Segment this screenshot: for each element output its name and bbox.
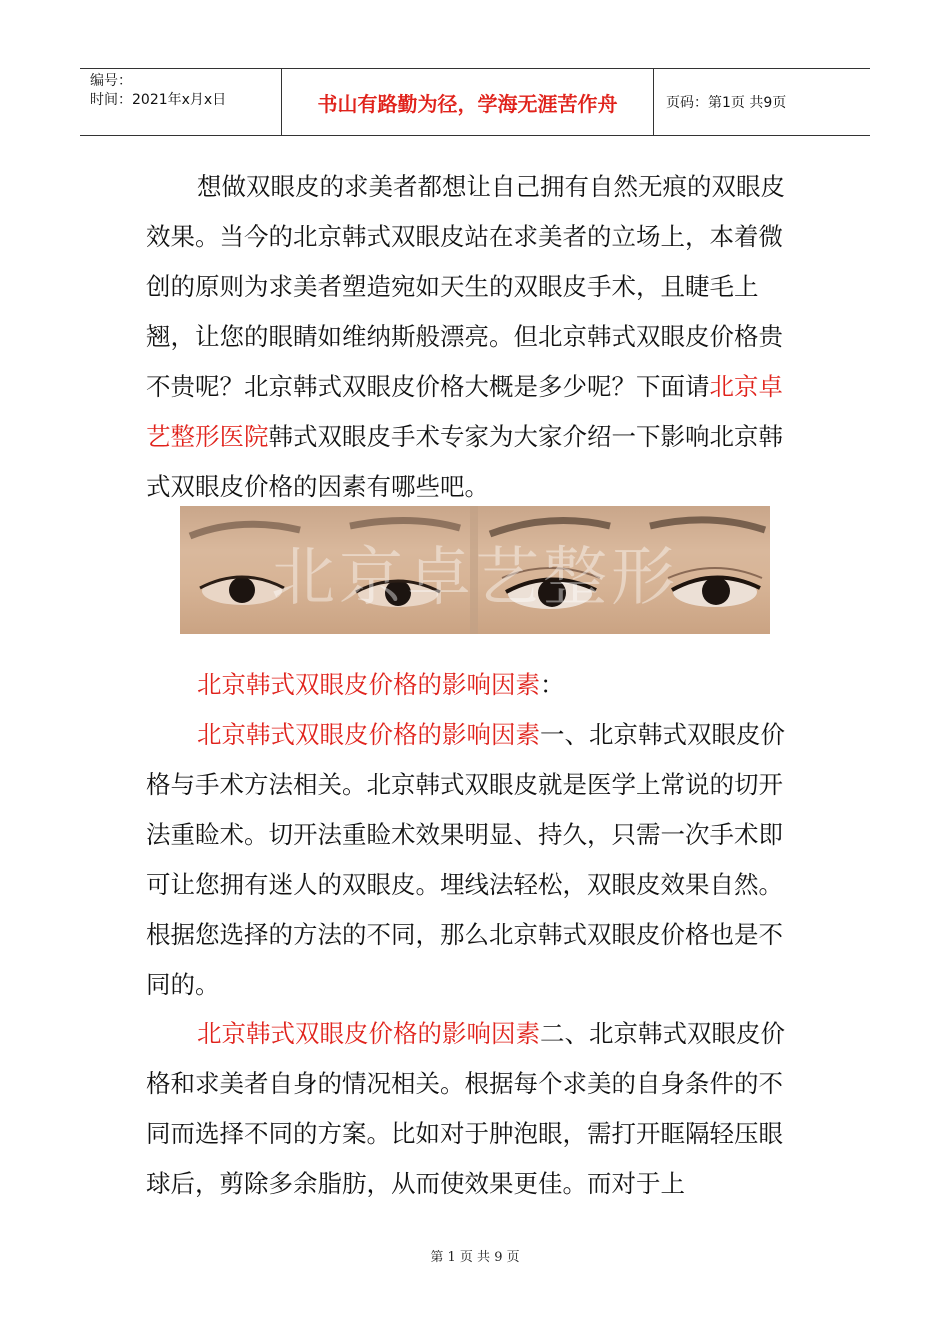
page-header — [80, 68, 870, 136]
section-heading-text: 北京韩式双眼皮价格的影响因素 — [197, 670, 540, 699]
document-number-label: 编号： — [90, 73, 132, 89]
header-meta — [80, 69, 282, 135]
intro-text-end: 韩式双眼皮手术专家为大家介绍一下影响北京韩式双眼皮价格的因素有哪些吧。 — [146, 422, 783, 501]
factor-two-paragraph — [146, 1009, 806, 1209]
document-date-label: 时间：2021年x月x日 — [90, 92, 227, 108]
section-heading-colon: ： — [540, 670, 565, 699]
photo-watermark: 北京卓艺整形 — [271, 541, 679, 615]
section-heading — [146, 660, 806, 710]
header-motto: 书山有路勤为径，学海无涯苦作舟 — [282, 69, 654, 135]
eye-comparison-photo — [180, 506, 770, 634]
header-page-number: 页码：第1页 共9页 — [666, 95, 787, 111]
factor-one-paragraph — [146, 710, 806, 1010]
factor-one-lead: 北京韩式双眼皮价格的影响因素 — [197, 720, 540, 749]
intro-paragraph — [146, 162, 806, 512]
factor-two-text: 二、北京韩式双眼皮价格和求美者自身的情况相关。根据每个求美的自身条件的不同而选择不同的方案。比如对于肿泡眼，需打开眶隔轻压眼球后，剪除多余脂肪，从而使效果更佳。而对于上 — [146, 1019, 785, 1198]
hospital-link[interactable]: 北京卓艺整形医院 — [146, 372, 783, 451]
factor-two-lead: 北京韩式双眼皮价格的影响因素 — [197, 1019, 540, 1048]
page-footer: 第 1 页 共 9 页 — [430, 1250, 520, 1265]
factor-one-text: 一、北京韩式双眼皮价格与手术方法相关。北京韩式双眼皮就是医学上常说的切开法重睑术。切开法重睑术效果明显、持久，只需一次手术即可让您拥有迷人的双眼皮。埋线法轻松，双眼皮效果自然。根据您选择的方法的不同，那么北京韩式双眼皮价格也是不同的。 — [146, 720, 785, 999]
intro-text: 想做双眼皮的求美者都想让自己拥有自然无痕的双眼皮效果。当今的北京韩式双眼皮站在求美者的立场上，本着微创的原则为求美者塑造宛如天生的双眼皮手术，且睫毛上翘，让您的眼睛如维纳斯般漂亮。但北京韩式双眼皮价格贵不贵呢？北京韩式双眼皮价格大概是多少呢？下面请 — [146, 172, 785, 401]
